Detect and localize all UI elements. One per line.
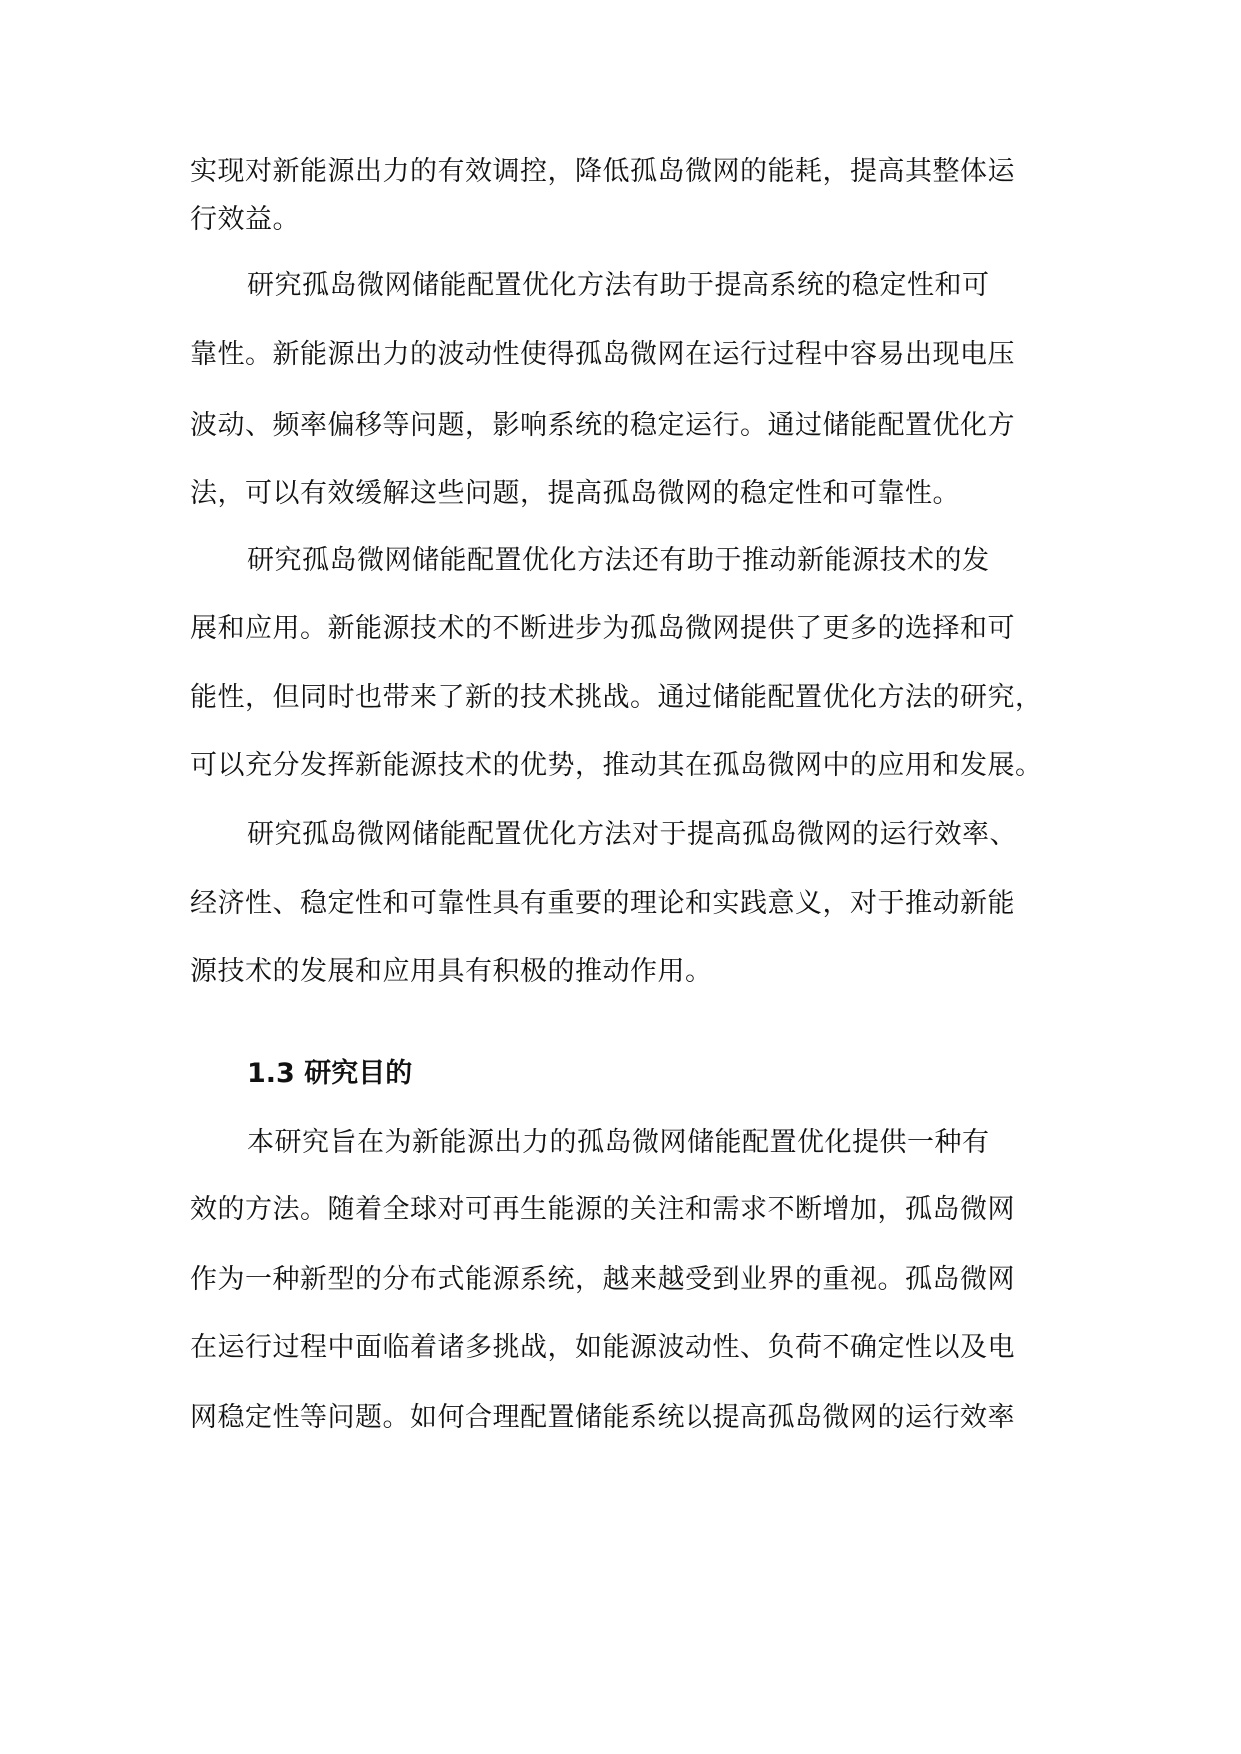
text-line: 作为一种新型的分布式能源系统，越来越受到业界的重视。孤岛微网	[190, 1264, 1015, 1295]
text-line: 研究孤岛微网储能配置优化方法有助于提高系统的稳定性和可	[247, 270, 990, 301]
text-line: 可以充分发挥新能源技术的优势，推动其在孤岛微网中的应用和发展。	[190, 750, 1043, 781]
text-line: 源技术的发展和应用具有积极的推动作用。	[190, 956, 713, 987]
text-line: 波动、频率偏移等问题，影响系统的稳定运行。通过储能配置优化方	[190, 410, 1015, 441]
text-line: 研究孤岛微网储能配置优化方法还有助于推动新能源技术的发	[247, 545, 990, 576]
section-heading: 1.3 研究目的	[247, 1058, 413, 1089]
text-line: 经济性、稳定性和可靠性具有重要的理论和实践意义，对于推动新能	[190, 888, 1015, 919]
text-line: 能性，但同时也带来了新的技术挑战。通过储能配置优化方法的研究，	[190, 682, 1043, 713]
text-line: 网稳定性等问题。如何合理配置储能系统以提高孤岛微网的运行效率	[190, 1402, 1015, 1433]
text-line: 法，可以有效缓解这些问题，提高孤岛微网的稳定性和可靠性。	[190, 478, 960, 509]
text-line: 展和应用。新能源技术的不断进步为孤岛微网提供了更多的选择和可	[190, 613, 1015, 644]
text-line: 行效益。	[190, 204, 300, 235]
text-line: 在运行过程中面临着诸多挑战，如能源波动性、负荷不确定性以及电	[190, 1332, 1015, 1363]
text-line: 效的方法。随着全球对可再生能源的关注和需求不断增加，孤岛微网	[190, 1194, 1015, 1225]
text-line: 实现对新能源出力的有效调控，降低孤岛微网的能耗，提高其整体运	[190, 156, 1015, 187]
text-line: 本研究旨在为新能源出力的孤岛微网储能配置优化提供一种有	[247, 1127, 990, 1158]
text-line: 靠性。新能源出力的波动性使得孤岛微网在运行过程中容易出现电压	[190, 339, 1015, 370]
text-line: 研究孤岛微网储能配置优化方法对于提高孤岛微网的运行效率、	[247, 819, 1017, 850]
